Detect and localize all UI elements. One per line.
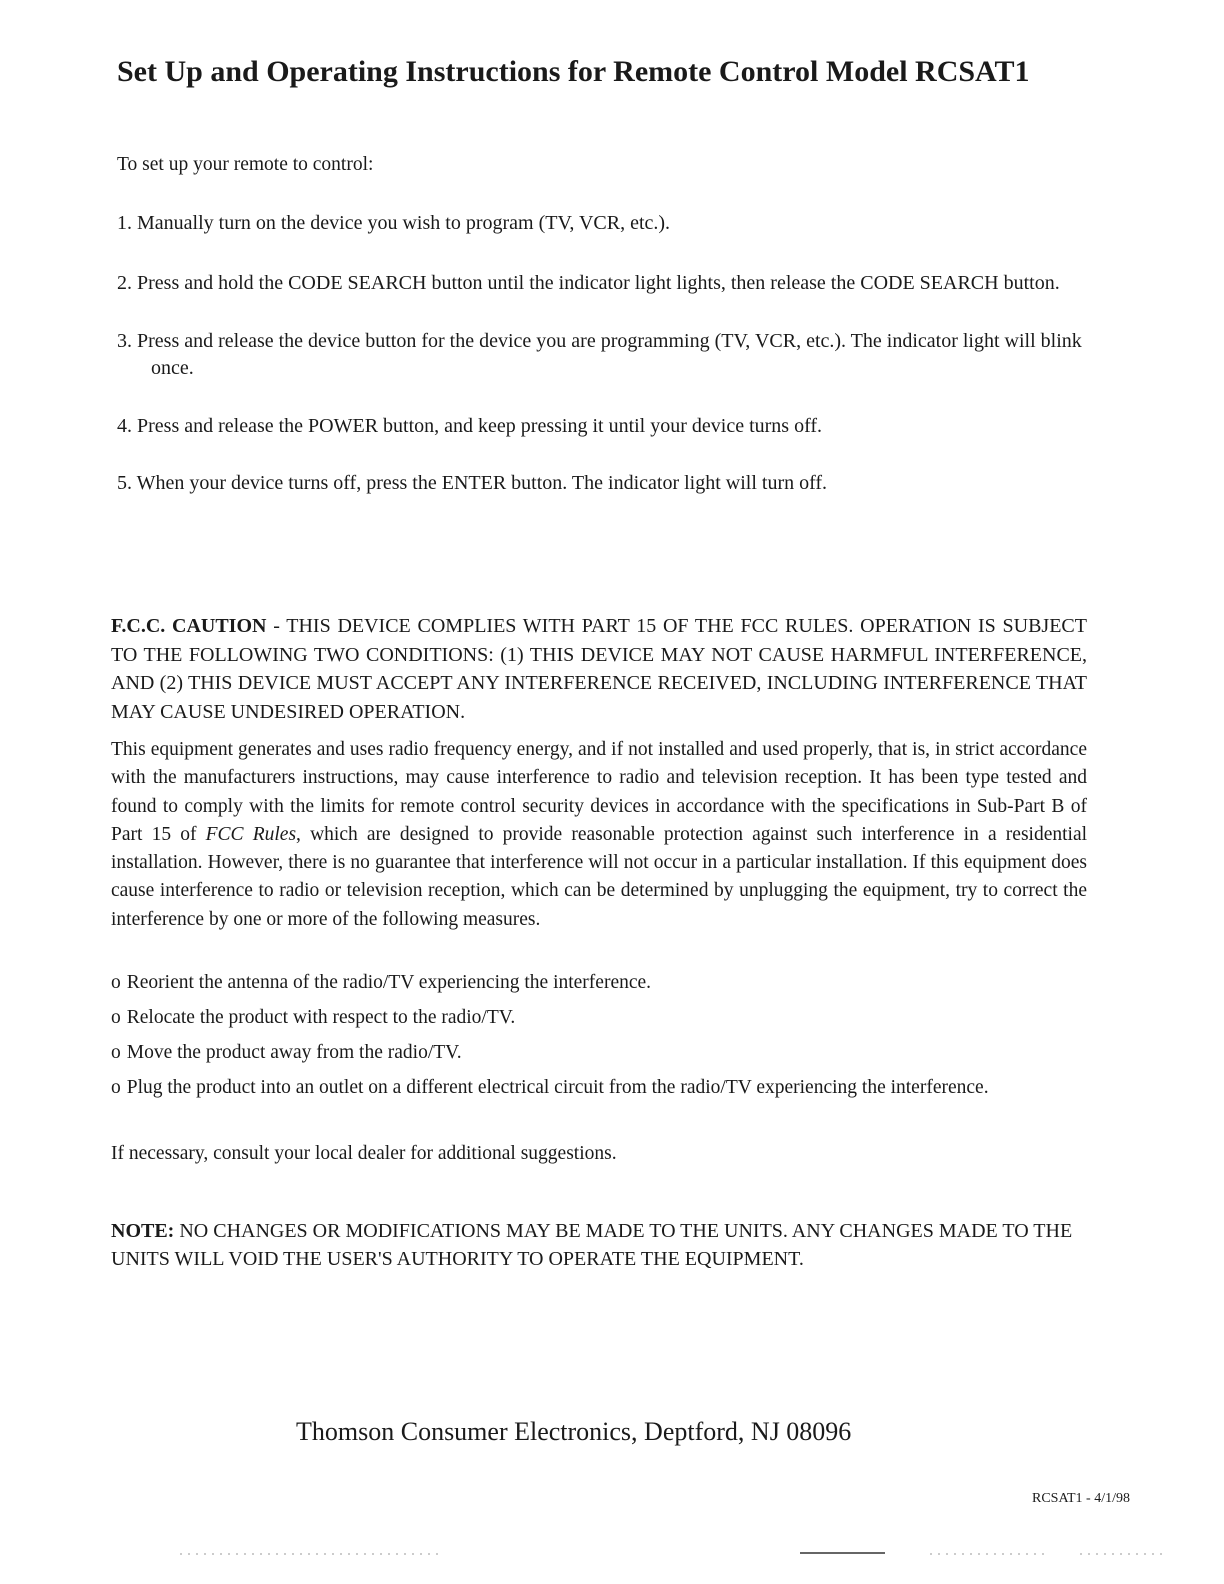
- note-paragraph: [111, 1217, 1091, 1273]
- fcc-caution-paragraph: [111, 612, 1087, 726]
- bullet-glyph: o: [111, 1077, 121, 1098]
- scan-artifacts: [0, 1548, 1224, 1560]
- measure-text: Reorient the antenna of the radio/TV experiencing the interference.: [126, 972, 652, 993]
- measure-item: [111, 1040, 1087, 1066]
- fcc-caution-text: - THIS DEVICE COMPLIES WITH PART 15 OF THE FCC RULES. OPERATION IS SUBJECT TO THE FOLLOWING TWO CONDITIONS: (1) THIS DEVICE MAY NOT CAUSE HARMFUL INTERFERENCE, AND (2) THIS DEVICE MUST ACCEPT ANY INTERFERENCE RECEIVED, INCLUDING INTERFERENCE THAT MAY CAUSE UNDESIRED OPERATION.: [111, 615, 1087, 723]
- fcc-body-paragraph: [111, 736, 1087, 934]
- setup-step: 4. Press and release the POWER button, and keep pressing it until your device turns off.: [117, 415, 823, 437]
- bullet-glyph: o: [111, 1042, 121, 1063]
- measure-item: [111, 970, 1087, 996]
- setup-steps-list: [117, 210, 1097, 531]
- measure-item: [111, 1005, 1087, 1031]
- intro-text: To set up your remote to control:: [117, 154, 374, 175]
- setup-step: 3. Press and release the device button for the device you are programming (TV, VCR, etc.). The indicator light will blink once.: [117, 330, 1082, 379]
- bullet-glyph: o: [111, 972, 121, 993]
- fcc-caution-label: F.C.C. CAUTION: [111, 615, 267, 637]
- fcc-body-text-2: , which are designed to provide reasonable protection against such interference in a residential installation. However, there is no guarantee that interference will not occur in a particular installation. If this equipment does cause interference to radio or television reception, which can be determined by unplugging the equipment, try to correct the interference by one or more of the following measures.: [111, 823, 1088, 930]
- note-text: NO CHANGES OR MODIFICATIONS MAY BE MADE TO THE UNITS. ANY CHANGES MADE TO THE UNITS WILL VOID THE USER'S AUTHORITY TO OPERATE THE EQUIPMENT.: [111, 1220, 1073, 1270]
- note-label: NOTE:: [111, 1220, 175, 1242]
- manufacturer-address: Thomson Consumer Electronics, Deptford, NJ 08096: [296, 1417, 852, 1446]
- measure-text: Plug the product into an outlet on a different electrical circuit from the radio/TV experiencing the interference.: [126, 1077, 989, 1098]
- measure-item: [111, 1075, 1087, 1101]
- measure-text: Relocate the product with respect to the radio/TV.: [126, 1007, 516, 1028]
- setup-step: 5. When your device turns off, press the ENTER button. The indicator light will turn off.: [117, 472, 828, 494]
- dealer-suggestion: If necessary, consult your local dealer for additional suggestions.: [111, 1143, 617, 1164]
- measure-text: Move the product away from the radio/TV.: [126, 1042, 462, 1063]
- setup-step: 1. Manually turn on the device you wish to program (TV, VCR, etc.).: [117, 212, 671, 234]
- fcc-body-text-1: This equipment generates and uses radio frequency energy, and if not installed and used properly, that is, in strict accordance with the manufacturers instructions, may cause interference to radio and television reception. It has been type tested and found to comply with the limits for remote control security devices in accordance with the specifications in Sub-Part B of Part 15 of: [111, 739, 1087, 845]
- setup-step: 2. Press and hold the CODE SEARCH button until the indicator light lights, then release the CODE SEARCH button.: [117, 272, 1060, 294]
- fcc-rules-reference: FCC Rules: [205, 823, 297, 845]
- page-title: Set Up and Operating Instructions for Remote Control Model RCSAT1: [117, 55, 1030, 88]
- document-code: RCSAT1 - 4/1/98: [1031, 1491, 1130, 1506]
- interference-measures-list: [111, 970, 1087, 1110]
- bullet-glyph: o: [111, 1007, 121, 1028]
